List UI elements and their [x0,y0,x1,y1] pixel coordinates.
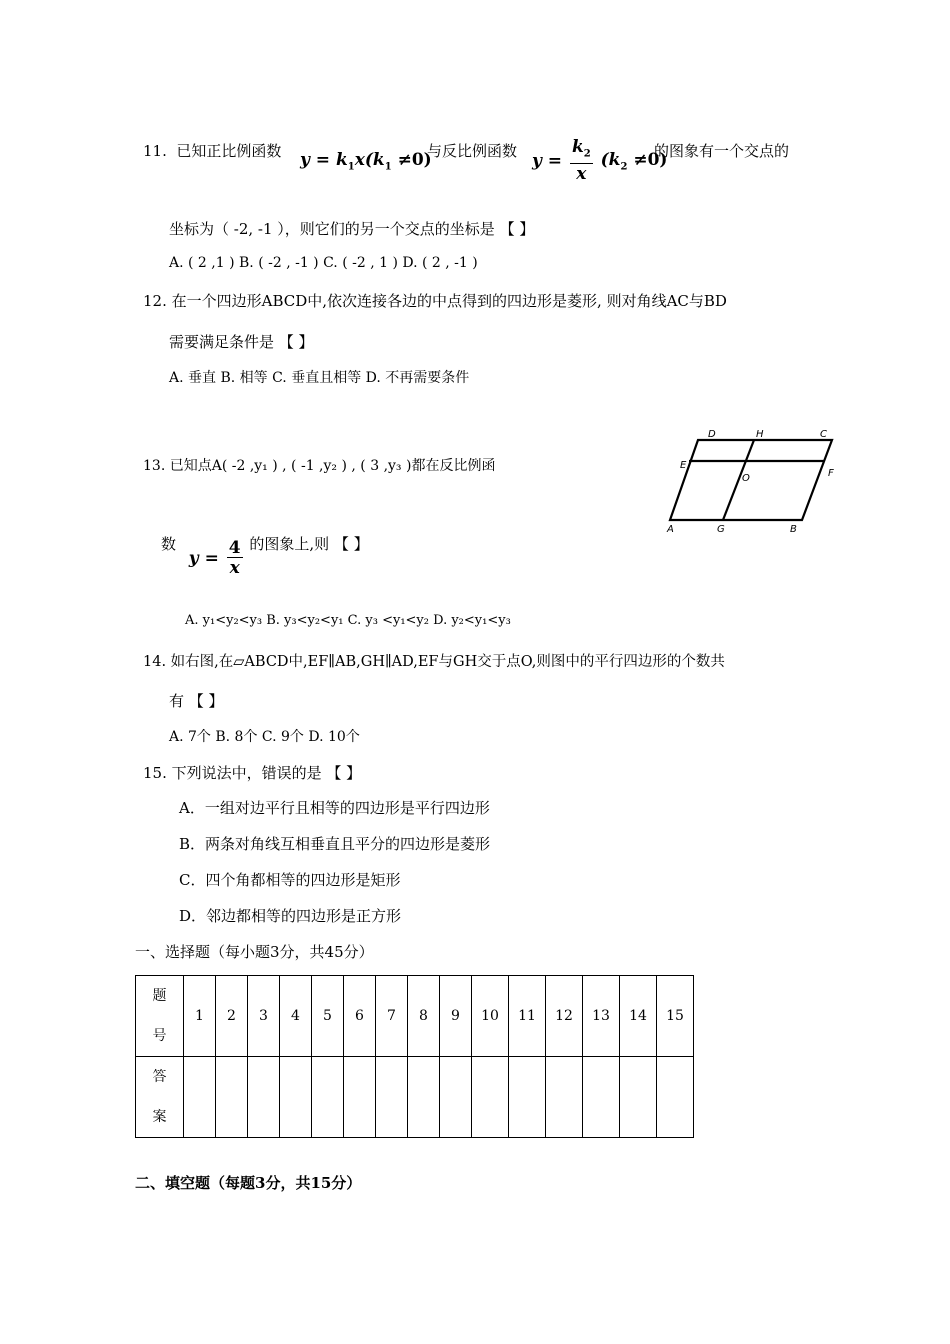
answer-cell[interactable] [376,1057,408,1138]
qnum-cell: 12 [546,976,583,1057]
q13-line1: 13. 已知点A( -2 ,y₁ ) , ( -1 ,y₂ ) , ( 3 ,y₃ )都在反比例函 [143,458,496,474]
q15-line1: 15. 下列说法中，错误的是 【 】 [143,764,362,782]
qnum-cell: 3 [248,976,280,1057]
q11-line2: 坐标为（ -2, -1 ），则它们的另一个交点的坐标是 【 】 [169,220,535,238]
answer-cell[interactable] [312,1057,344,1138]
q12-line1: 12. 在一个四边形ABCD中,依次连接各边的中点得到的四边形是菱形, 则对角线AC与BD [143,292,727,310]
q11-formula-direct: $y = k_1x(k_1 \ne 0)$ [300,150,432,173]
qnum-cell: 8 [408,976,440,1057]
q15-option-c: C．四个角都相等的四边形是矩形 [179,871,401,889]
section1-title: 一、选择题（每小题3分，共45分） [135,943,374,961]
header-question-number: 题 号 [136,976,184,1057]
answer-cell[interactable] [344,1057,376,1138]
label-G: G [717,524,725,535]
qnum-cell: 14 [620,976,657,1057]
q11-text3: 的图象有一个交点的 [654,142,790,160]
qnum-cell: 6 [344,976,376,1057]
qnum-cell: 13 [583,976,620,1057]
qnum-cell: 5 [312,976,344,1057]
answer-cell[interactable] [280,1057,312,1138]
q15-option-a: A．一组对边平行且相等的四边形是平行四边形 [179,799,490,817]
qnum-cell: 11 [509,976,546,1057]
outer-parallelogram [670,440,832,520]
qnum-cell: 7 [376,976,408,1057]
answer-cell[interactable] [408,1057,440,1138]
label-H: H [756,429,764,440]
q15-option-b: B．两条对角线互相垂直且平分的四边形是菱形 [179,835,491,853]
q13-line2: 数 y = $\frac{4}{x}$ 的图象上,则 【 】 [161,535,369,578]
label-E: E [680,460,687,471]
q11-options: A. ( 2 ,1 ) B. ( -2 , -1 ) C. ( -2 , 1 ) D. ( 2 , -1 ) [169,255,478,271]
label-A: A [667,524,674,535]
header-answer: 答 案 [136,1057,184,1138]
q15-option-d: D．邻边都相等的四边形是正方形 [179,907,402,925]
answer-cell[interactable] [620,1057,657,1138]
qnum-cell: 15 [657,976,694,1057]
qnum-cell: 4 [280,976,312,1057]
q12-line2: 需要满足条件是 【 】 [169,333,314,351]
table-row-answers [136,1057,694,1138]
qnum-cell: 2 [216,976,248,1057]
q11-line1: 11. 已知正比例函数 [143,142,282,160]
label-O: O [742,473,750,484]
label-C: C [820,429,827,440]
section2-title: 二、填空题（每题3分，共15分） [135,1174,362,1192]
answer-cell[interactable] [440,1057,472,1138]
parallelogram-figure [662,428,842,540]
q13-options: A. y₁<y₂<y₃ B. y₃<y₂<y₁ C. y₃ <y₁<y₂ D. y₂<y₁<y₃ [185,613,511,628]
answer-cell[interactable] [583,1057,620,1138]
q11-text2: 与反比例函数 [427,142,518,160]
answer-cell[interactable] [657,1057,694,1138]
qnum-cell: 9 [440,976,472,1057]
table-row-numbers [136,976,694,1057]
q12-options: A. 垂直 B. 相等 C. 垂直且相等 D. 不再需要条件 [169,370,470,386]
answer-cell[interactable] [509,1057,546,1138]
answer-cell[interactable] [472,1057,509,1138]
q14-line2: 有 【 】 [169,692,224,710]
answer-table [135,975,694,1138]
q11-formula-inverse: y = $\frac{k_2}{x}$ $(k_2 \ne 0)$ [532,137,668,185]
qnum-cell: 1 [184,976,216,1057]
q14-options: A. 7个 B. 8个 C. 9个 D. 10个 [169,729,360,745]
answer-cell[interactable] [546,1057,583,1138]
label-B: B [790,524,797,535]
answer-cell[interactable] [248,1057,280,1138]
q14-line1: 14. 如右图,在▱ABCD中,EF∥AB,GH∥AD,EF与GH交于点O,则图中的平行四边形的个数共 [143,654,725,670]
label-D: D [708,429,716,440]
answer-cell[interactable] [216,1057,248,1138]
qnum-cell: 10 [472,976,509,1057]
label-F: F [828,468,834,479]
answer-cell[interactable] [184,1057,216,1138]
